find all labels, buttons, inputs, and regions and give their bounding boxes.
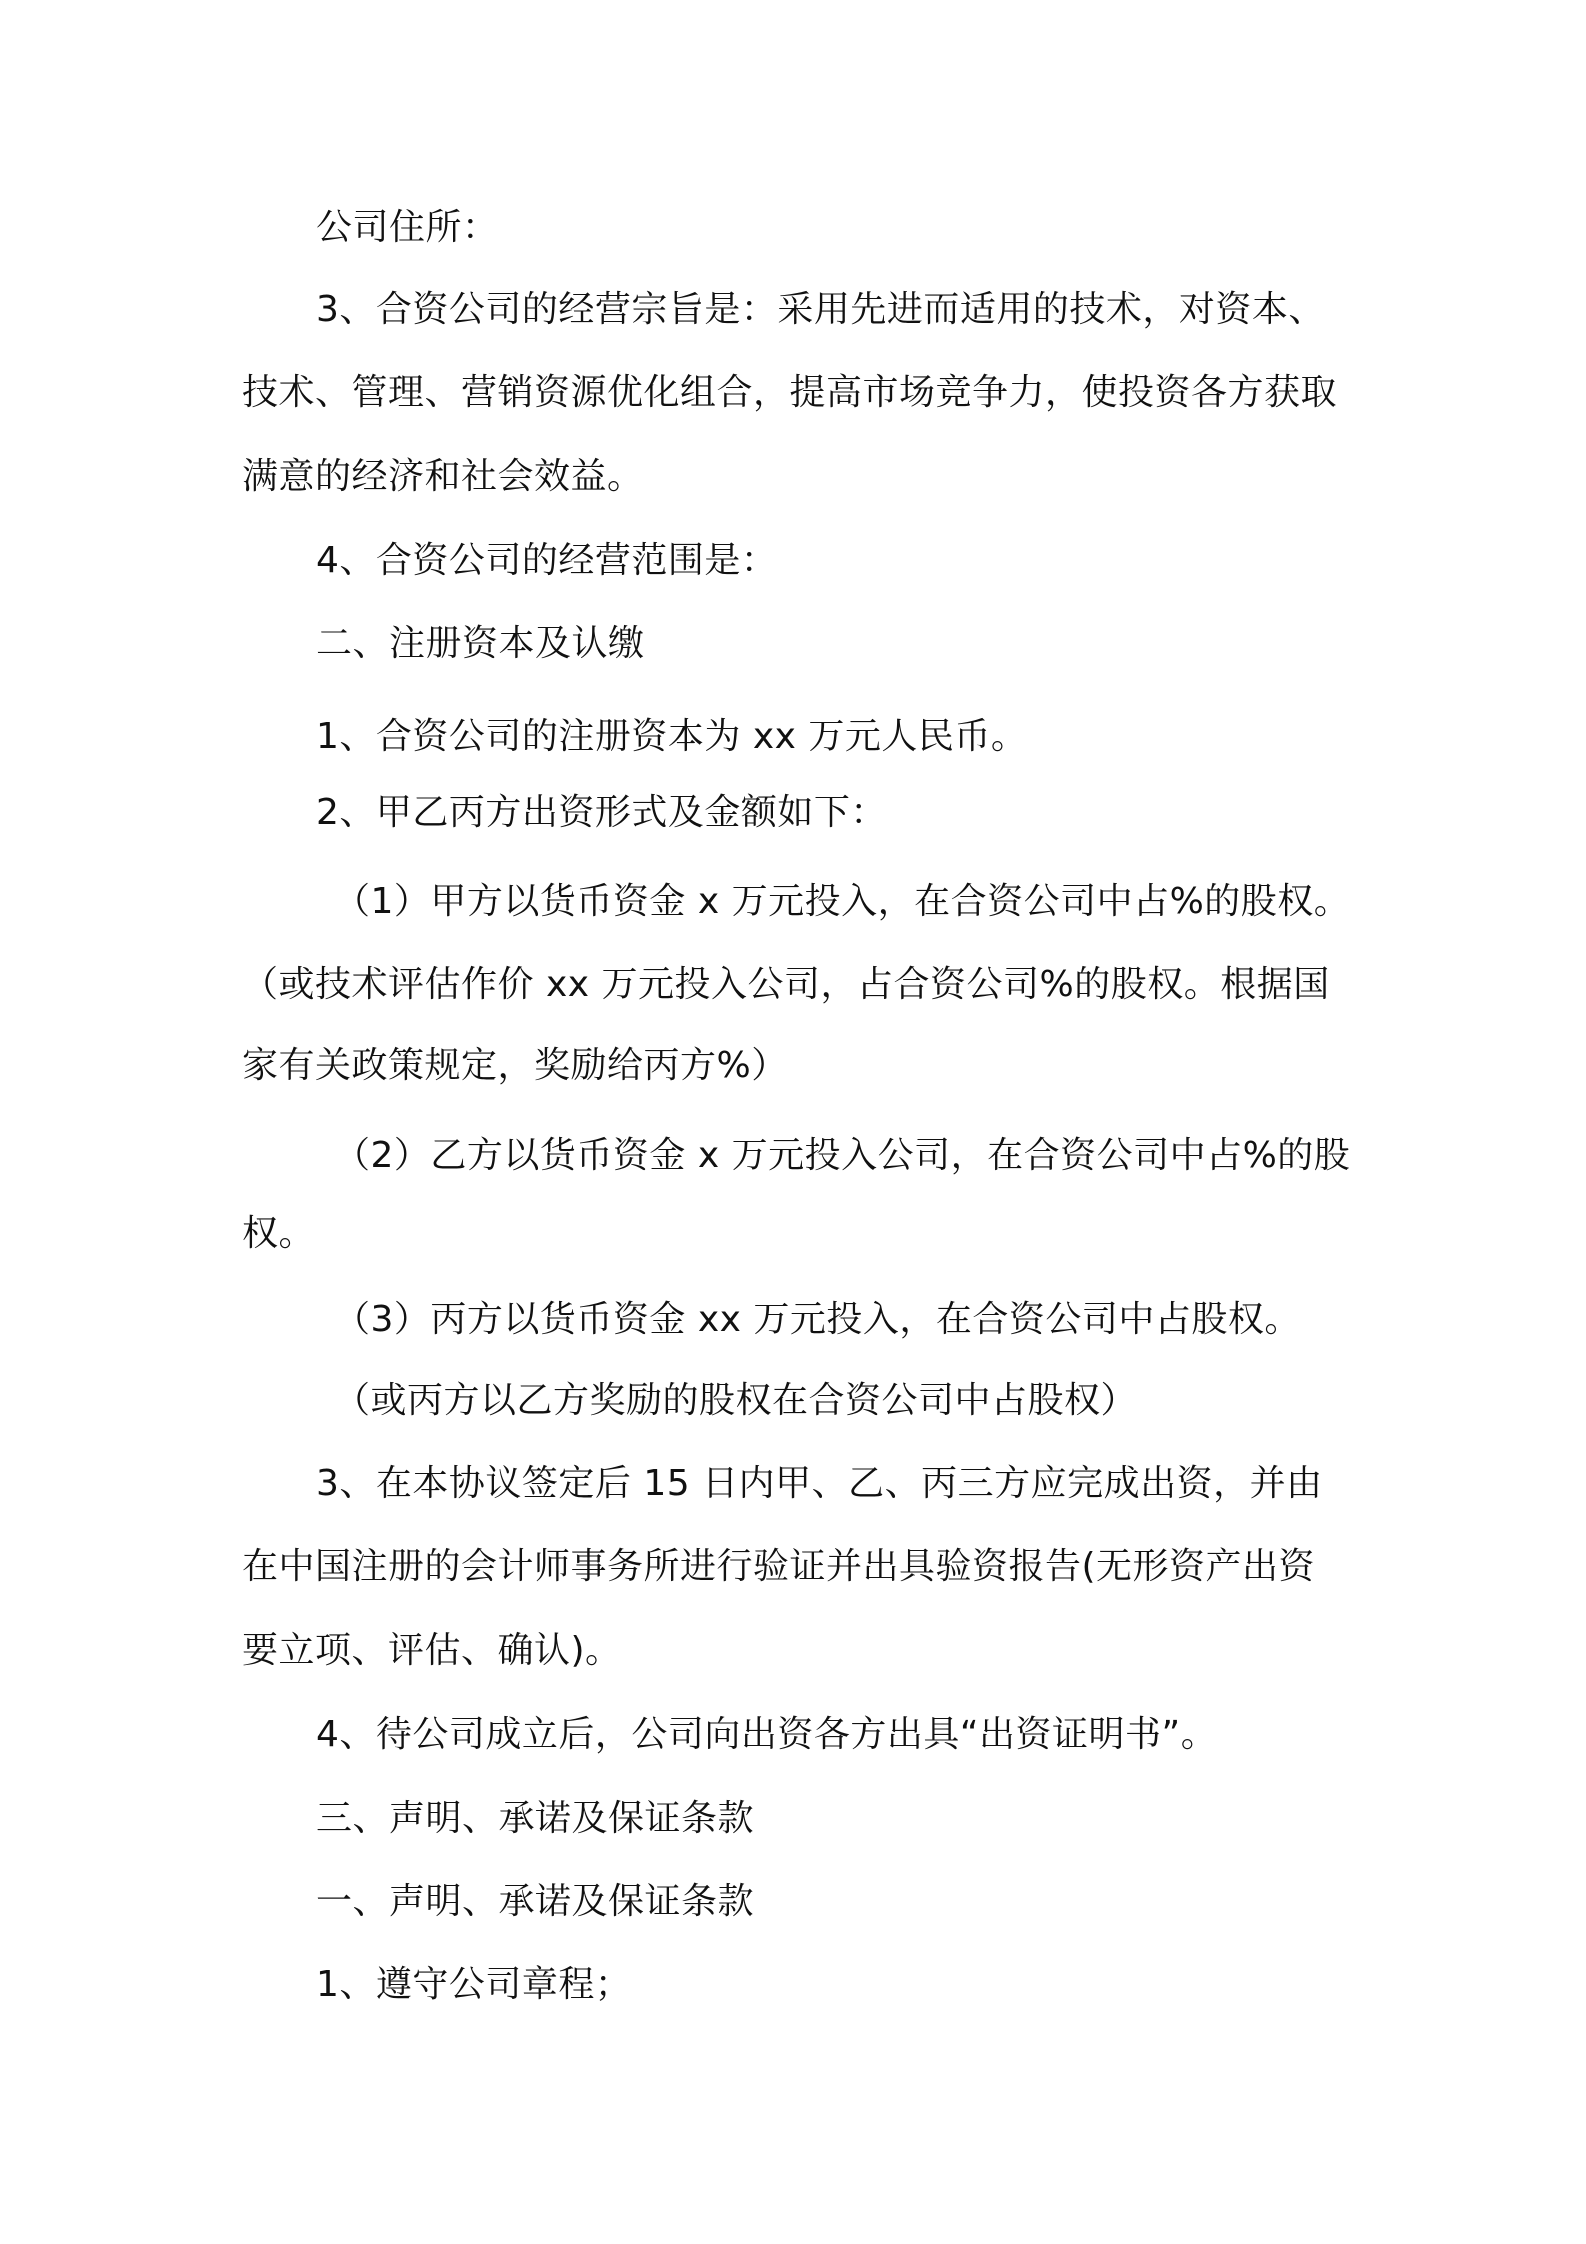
section-3-heading: 三、声明、承诺及保证条款 [316, 1798, 755, 1839]
address-line: 公司住所： [316, 207, 499, 248]
party-b-line-1: （2）乙方以货币资金 x 万元投入公司，在合资公司中占%的股 [334, 1135, 1351, 1176]
party-a-line-3: 家有关政策规定，奖励给丙方%） [242, 1045, 788, 1086]
scope-clause-line: 4、合资公司的经营范围是： [316, 540, 778, 581]
contribution-intro-line: 2、甲乙丙方出资形式及金额如下： [316, 792, 887, 833]
party-c-line-1: （3）丙方以货币资金 xx 万元投入，在合资公司中占股权。 [334, 1299, 1301, 1340]
section-2-heading: 二、注册资本及认缴 [316, 623, 645, 664]
party-a-line-1: （1）甲方以货币资金 x 万元投入，在合资公司中占%的股权。 [334, 881, 1351, 922]
certificate-clause-line: 4、待公司成立后，公司向出资各方出具“出资证明书”。 [316, 1714, 1218, 1755]
obligation-1-line: 1、遵守公司章程； [316, 1964, 632, 2005]
purpose-clause-line-3: 满意的经济和社会效益。 [242, 456, 644, 497]
party-b-line-2: 权。 [242, 1213, 316, 1254]
party-a-line-2: （或技术评估作价 xx 万元投入公司，占合资公司%的股权。根据国 [242, 964, 1330, 1005]
purpose-clause-line-2: 技术、管理、营销资源优化组合，提高市场竞争力，使投资各方获取 [242, 372, 1338, 413]
deadline-clause-line-1: 3、在本协议签定后 15 日内甲、乙、丙三方应完成出资，并由 [316, 1463, 1323, 1504]
subsection-1-heading: 一、声明、承诺及保证条款 [316, 1881, 755, 1922]
deadline-clause-line-3: 要立项、评估、确认)。 [242, 1630, 622, 1671]
purpose-clause-line-1: 3、合资公司的经营宗旨是：采用先进而适用的技术，对资本、 [316, 289, 1325, 330]
capital-clause-line: 1、合资公司的注册资本为 xx 万元人民币。 [316, 716, 1028, 757]
party-c-line-2: （或丙方以乙方奖励的股权在合资公司中占股权） [334, 1380, 1138, 1421]
deadline-clause-line-2: 在中国注册的会计师事务所进行验证并出具验资报告(无形资产出资 [242, 1546, 1316, 1587]
